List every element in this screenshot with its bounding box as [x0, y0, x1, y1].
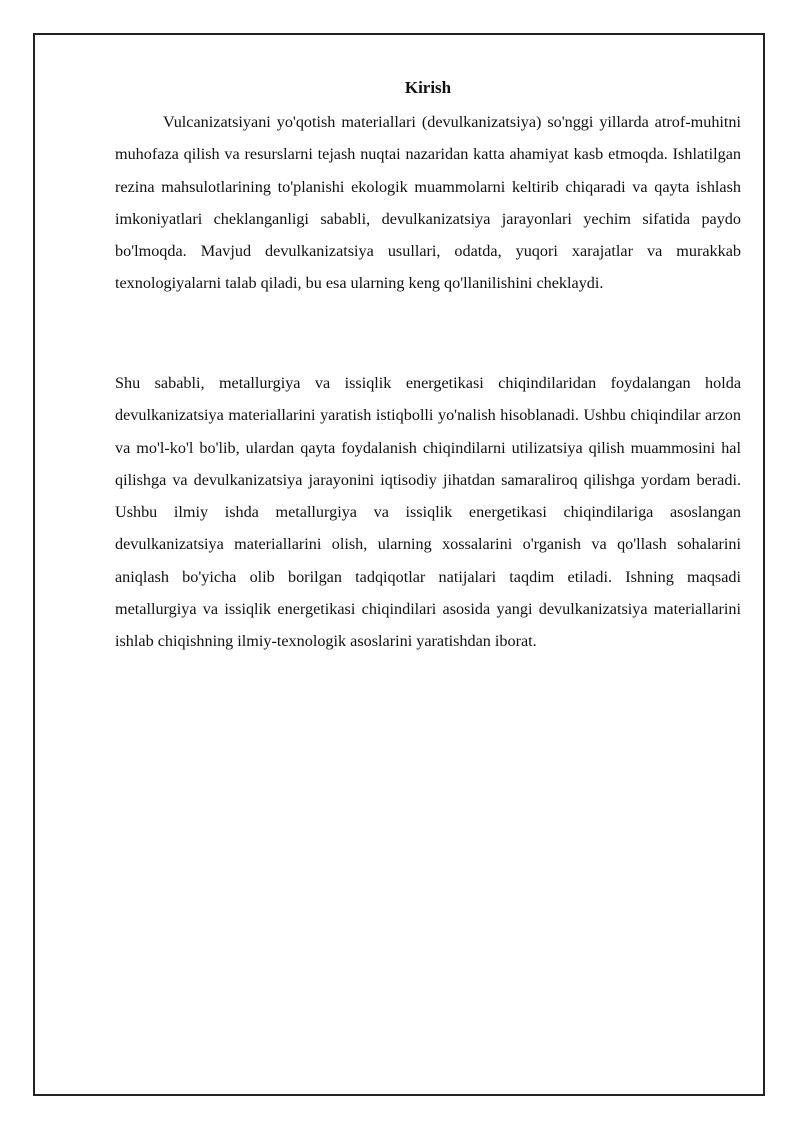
paragraph-research-aim: Shu sababli, metallurgiya va issiqlik energetikasi chiqindilaridan foydalangan holda devulkanizatsiya materiallarini yaratish istiqbolli yo'nalish hisoblanadi. Ushbu chiqindilar arzon va mo'l-ko'l bo'lib, ulardan qayta foydalanish chiqindilarni utilizatsiya qilish muammosini hal qilishga va devulkanizatsiya jarayonini iqtisodiy jihatdan samaraliroq qilishga yordam beradi. Ushbu ilmiy ishda metallurgiya va issiqlik energetikasi chiqindilariga asoslangan devulkanizatsiya materiallarini olish, ularning xossalarini o'rganish va qo'llash sohalarini aniqlash bo'yicha olib borilgan tadqiqotlar natijalari taqdim etiladi. Ishning maqsadi metallurgiya va issiqlik energetikasi chiqindilari asosida yangi devulkanizatsiya materiallarini ishlab chiqishning ilmiy-texnologik asoslarini yaratishdan iborat.: [115, 374, 741, 651]
paragraph-introduction: Vulcanizatsiyani yo'qotish materiallari (devulkanizatsiya) so'nggi yillarda atrof-muhitni muhofaza qilish va resurslarni tejash nuqtai nazaridan katta ahamiyat kasb etmoqda. Ishlatilgan rezina mahsulotlarining to'planishi ekologik muammolarni keltirib chiqaradi va qayta ishlash imkoniyatlari cheklanganligi sababli, devulkanizatsiya jarayonlari yechim sifatida paydo bo'lmoqda. Mavjud devulkanizatsiya usullari, odatda, yuqori xarajatlar va murakkab texnologiyalarni talab qiladi, bu esa ularning keng qo'llanilishini cheklaydi.: [115, 113, 741, 293]
document-title: Kirish: [404, 78, 452, 97]
